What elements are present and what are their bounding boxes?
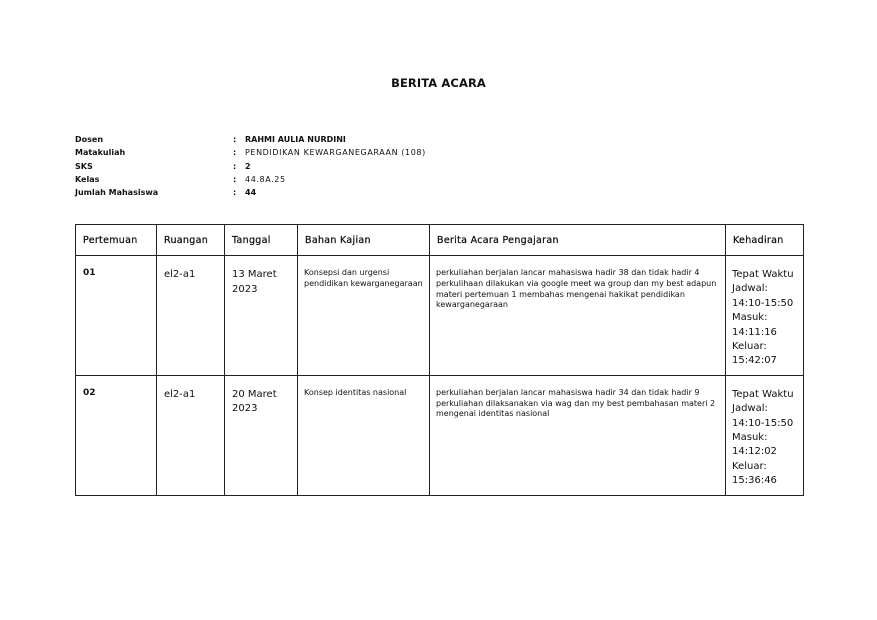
cell-tanggal: 20 Maret 2023 [225,375,298,495]
cell-kehadiran [726,375,804,495]
info-colon: : [233,174,237,184]
info-key: Matakuliah [75,148,126,158]
kehadiran-jadwal: 14:10-15:50 [732,417,794,429]
kehadiran-masuk: 14:12:02 [732,446,777,458]
info-value: PENDIDIKAN KEWARGANEGARAAN (108) [245,148,426,158]
info-row-sks [75,160,426,173]
kehadiran-status: Tepat Waktu [732,269,794,280]
cell-kehadiran [726,256,804,376]
info-value: 44.8A.25 [245,174,286,184]
kehadiran-masuk: 14:11:16 [732,326,777,338]
kehadiran-keluar-label: Keluar: [732,341,767,353]
kehadiran-keluar: 15:42:07 [732,355,777,367]
info-key: Jumlah Mahasiswa [75,188,159,198]
cell-ruangan: el2-a1 [157,375,225,495]
info-key: Kelas [75,174,100,184]
column-header-berita-acara: Berita Acara Pengajaran [430,225,726,256]
cell-ruangan: el2-a1 [157,256,225,376]
attendance-table [75,224,804,496]
cell-pertemuan: 01 [76,256,157,376]
table-row [76,256,804,376]
column-header-pertemuan: Pertemuan [76,225,157,256]
info-row-matakuliah [75,146,426,159]
info-colon: : [233,161,237,171]
cell-bahan-kajian: Konsep identitas nasional [298,375,430,495]
info-value: 44 [245,188,257,198]
info-row-kelas [75,173,426,186]
column-header-kehadiran: Kehadiran [726,225,804,256]
kehadiran-jadwal-label: Jadwal: [732,403,768,415]
info-key: SKS [75,161,93,171]
cell-tanggal: 13 Maret 2023 [225,256,298,376]
cell-bahan-kajian: Konsepsi dan urgensi pendidikan kewarganegaraan [298,256,430,376]
kehadiran-status: Tepat Waktu [732,388,794,400]
kehadiran-keluar-label: Keluar: [732,460,767,472]
kehadiran-masuk-label: Masuk: [732,312,768,324]
info-row-dosen [75,133,426,146]
column-header-bahan-kajian: Bahan Kajian [298,225,430,256]
kehadiran-keluar: 15:36:46 [732,475,777,487]
info-row-jumlah [75,186,426,199]
page-title: BERITA ACARA [391,76,486,90]
kehadiran-masuk-label: Masuk: [732,432,768,444]
info-colon: : [233,148,237,158]
table-header-row [76,225,804,256]
cell-berita-acara: perkuliahan berjalan lancar mahasiswa hadir 34 dan tidak hadir 9 perkuliahan dilaksanakan via wag dan my best pembahasan materi 2 mengenai identitas nasional [430,375,726,495]
kehadiran-jadwal: 14:10-15:50 [732,297,794,309]
column-header-ruangan: Ruangan [157,225,225,256]
info-colon: : [233,188,237,198]
cell-pertemuan: 02 [76,375,157,495]
cell-berita-acara: perkuliahan berjalan lancar mahasiswa hadir 38 dan tidak hadir 4 perkulihaan dilakukan via google meet wa group dan my best adapun materi pertemuan 1 membahas mengenai hakikat pendidikan kewarganegaraan [430,256,726,376]
info-value: RAHMI AULIA NURDINI [245,135,346,144]
kehadiran-jadwal-label: Jadwal: [732,283,768,295]
info-colon: : [233,135,237,144]
course-info [75,133,426,199]
column-header-tanggal: Tanggal [225,225,298,256]
info-key: Dosen [75,135,104,144]
table-row [76,375,804,495]
info-value: 2 [245,161,251,171]
